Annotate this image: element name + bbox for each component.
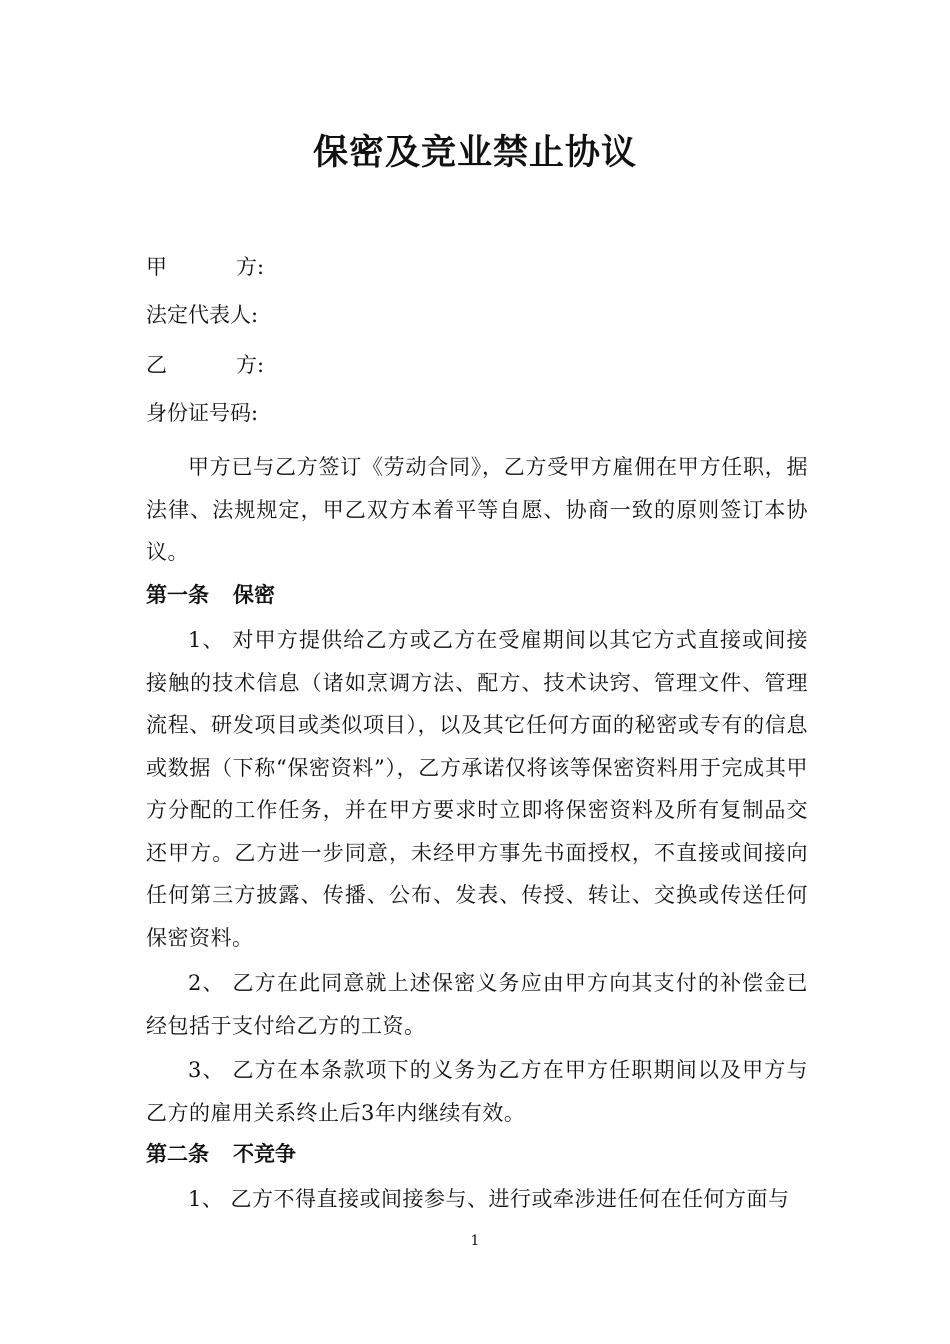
article-2-title: 不竞争	[233, 1142, 296, 1166]
document-title: 保密及竞业禁止协议	[312, 132, 637, 173]
legal-representative-label: 法定代表人	[146, 303, 251, 327]
article-2-heading	[146, 1139, 296, 1169]
article-1-clause-2: 2、 乙方在此同意就上述保密义务应由甲方向其支付的补偿金已经包括于支付给乙方的工资。	[146, 971, 808, 1038]
party-b-colon: :	[257, 353, 265, 377]
article-1-clause-3: 3、 乙方在本条款项下的义务为乙方在甲方任职期间以及甲方与乙方的雇用关系终止后3年内继续有效。	[146, 1058, 808, 1125]
article-1-title: 保密	[233, 583, 275, 607]
party-b-label-char2: 方	[236, 353, 257, 377]
party-b-field	[146, 350, 264, 380]
id-number-label: 身份证号码	[146, 401, 251, 425]
party-a-field	[146, 252, 264, 282]
id-number-field	[146, 398, 258, 428]
party-a-label-char1: 甲	[146, 255, 167, 279]
party-a-label-char2: 方	[236, 255, 257, 279]
legal-representative-field	[146, 300, 258, 330]
id-number-colon: :	[251, 401, 259, 425]
article-1-clause-1: 1、 对甲方提供给乙方或乙方在受雇期间以其它方式直接或间接接触的技术信息（诸如烹调方法、配方、技术诀窍、管理文件、管理流程、研发项目或类似项目），以及其它任何方面的秘密或专有的信息或数据（下称“保密资料”），乙方承诺仅将该等保密资料用于完成其甲方分配的工作任务，并在甲方要求时立即将保密资料及所有复制品交还甲方。乙方进一步同意，未经甲方事先书面授权，不直接或间接向任何第三方披露、传播、公布、发表、传授、转让、交换或传送任何保密资料。	[146, 628, 808, 950]
party-a-colon: :	[257, 255, 265, 279]
party-b-label-char1: 乙	[146, 353, 167, 377]
article-2-clause-1: 1、 乙方不得直接或间接参与、进行或牵涉进任何在任何方面与	[188, 1187, 790, 1211]
page-number: 1	[470, 1233, 480, 1249]
article-2-number: 第二条	[146, 1142, 209, 1166]
article-1-number: 第一条	[146, 583, 209, 607]
article-1-heading	[146, 580, 275, 610]
intro-paragraph: 甲方已与乙方签订《劳动合同》，乙方受甲方雇佣在甲方任职，据法律、法规规定，甲乙双方本着平等自愿、协商一致的原则签订本协议。	[146, 455, 808, 564]
legal-representative-colon: :	[251, 303, 259, 327]
